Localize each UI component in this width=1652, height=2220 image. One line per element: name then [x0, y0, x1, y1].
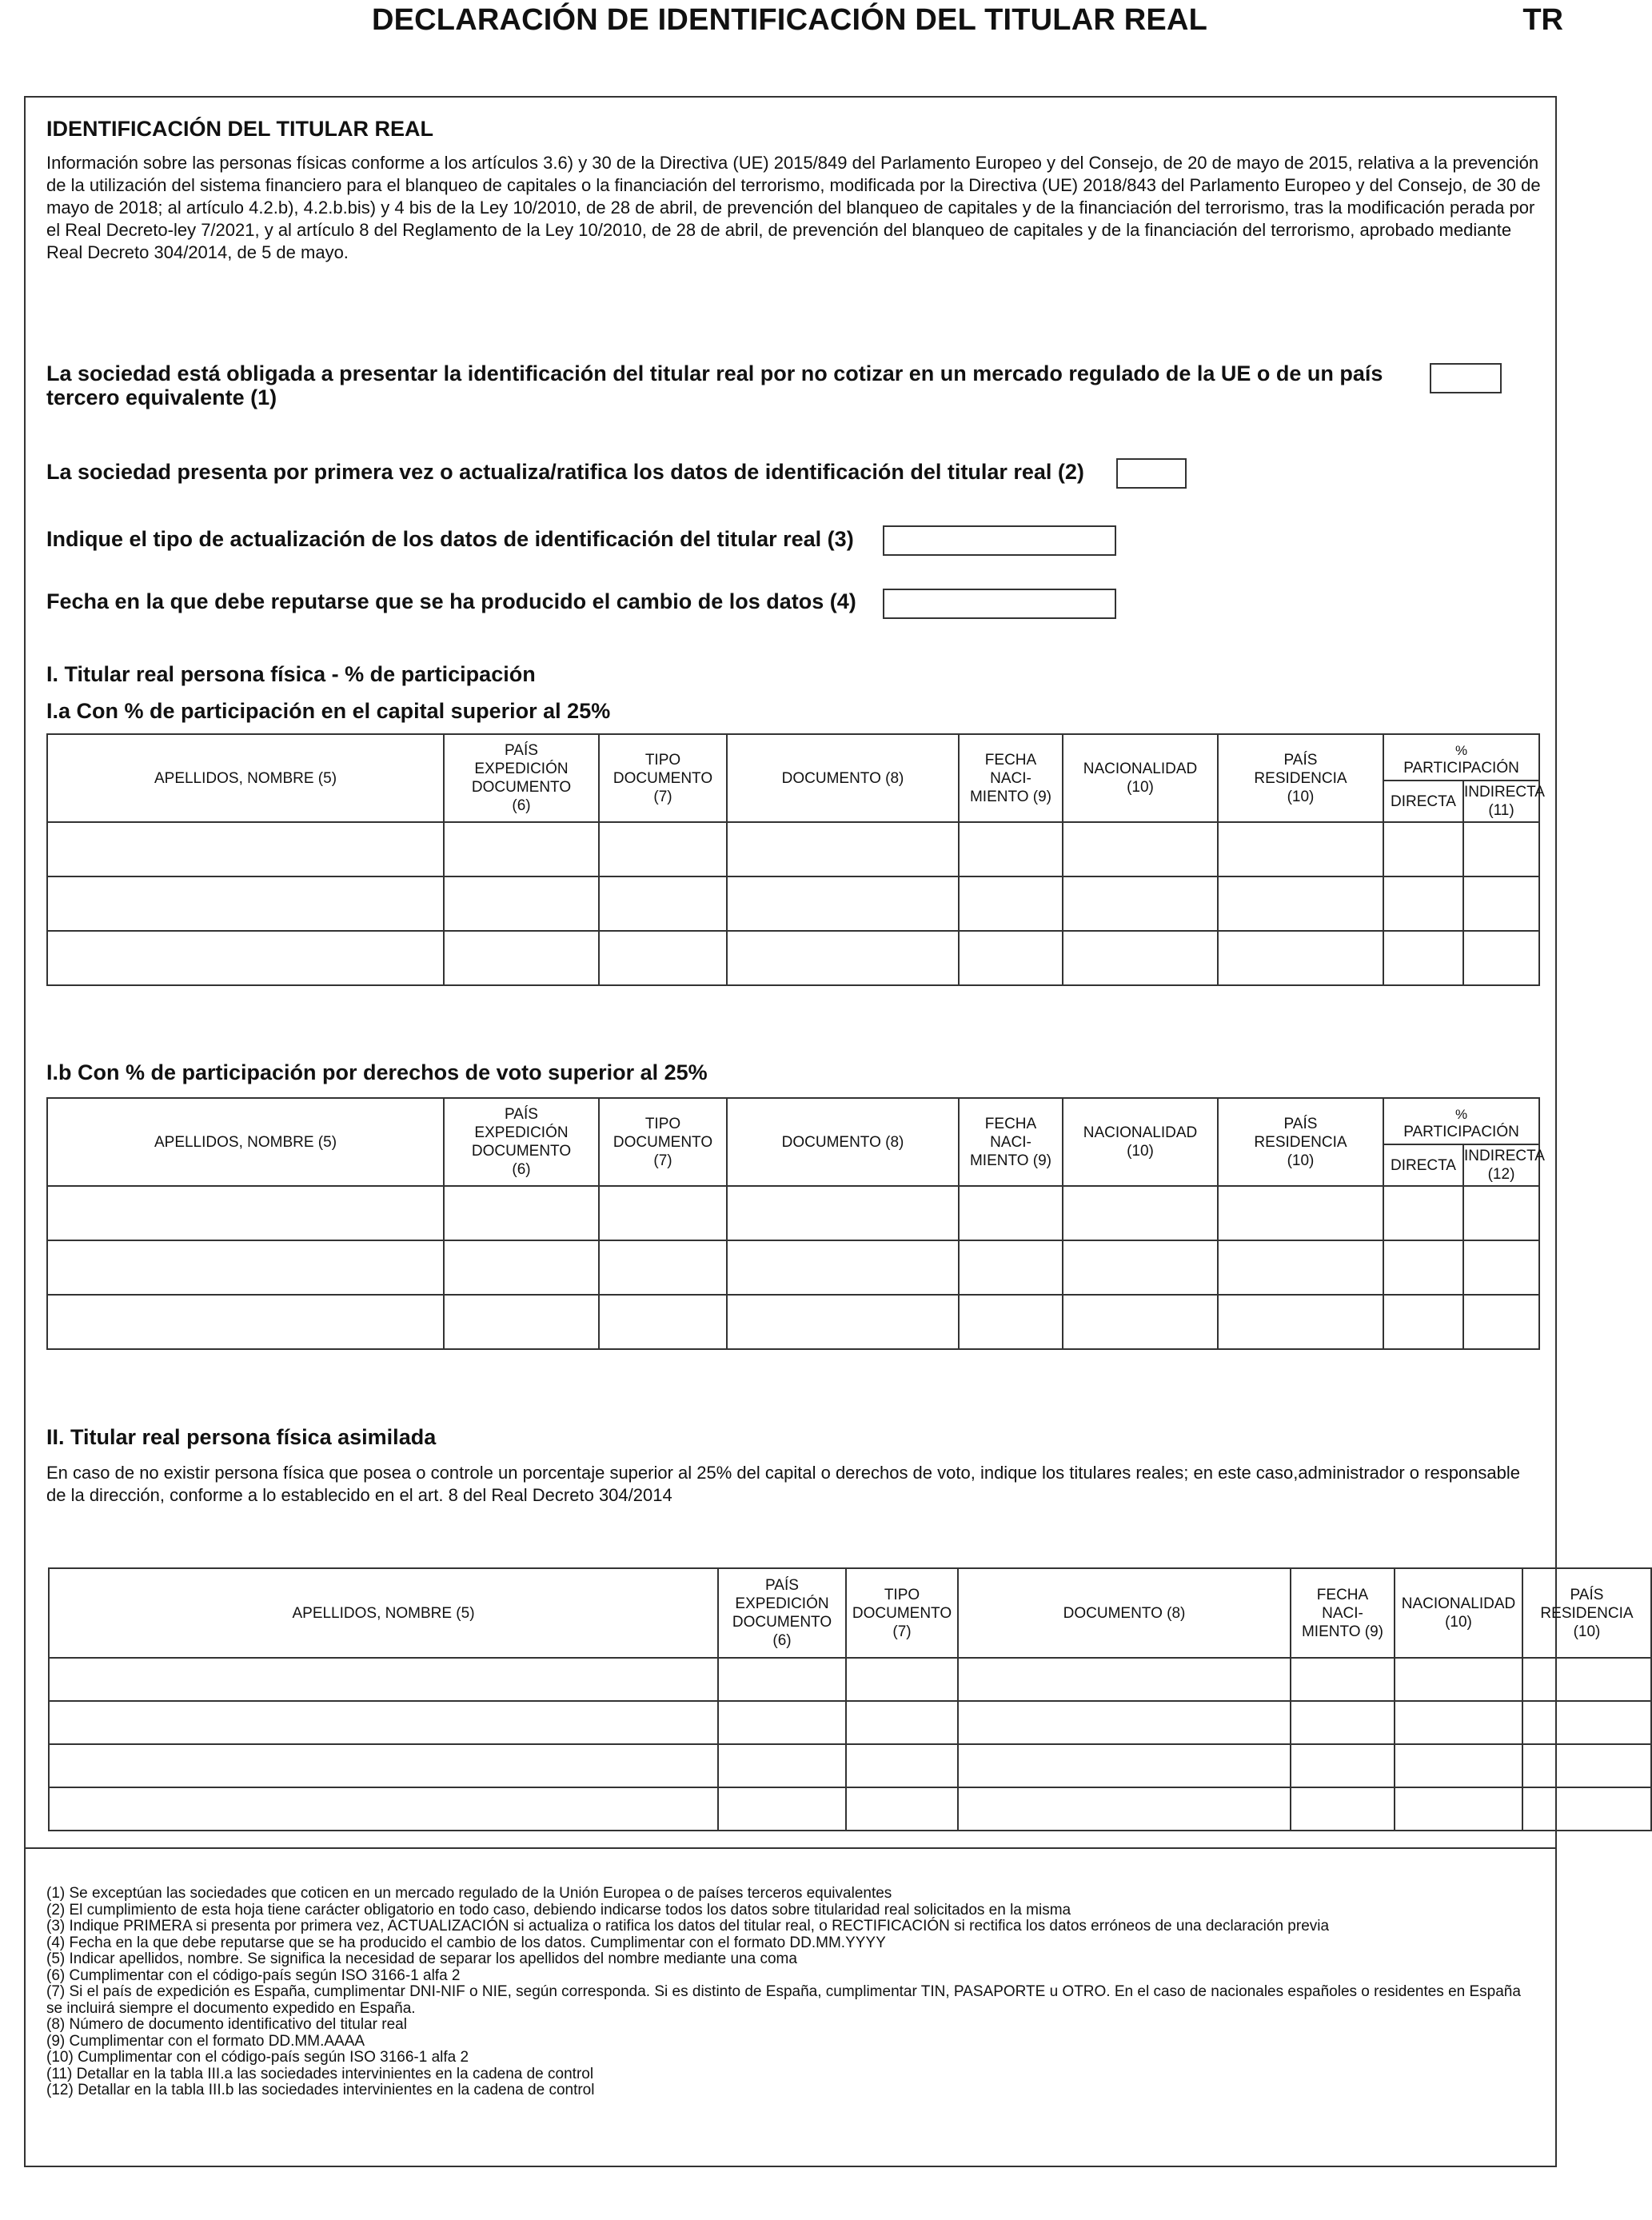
col-header-issuing-country: PAÍS EXPEDICIÓN DOCUMENTO (6): [444, 1098, 599, 1186]
col-header-document-type: TIPO DOCUMENTO (7): [599, 1098, 727, 1186]
col-header-birth-date: FECHA NACI- MIENTO (9): [959, 1098, 1063, 1186]
footnote: (8) Número de documento identificativo del titular real: [46, 2016, 407, 2033]
col-header-birth-date: FECHA NACI- MIENTO (9): [959, 734, 1063, 822]
footnote: (12) Detallar en la tabla III.b las sociedades intervinientes en la cadena de control: [46, 2082, 595, 2098]
identification-title: IDENTIFICACIÓN DEL TITULAR REAL: [46, 117, 433, 141]
table-row: [49, 1701, 1651, 1744]
section-2-text: En caso de no existir persona física que posea o controle un porcentaje superior al 25% del capital o derechos de voto, indique los titulares reales; en este caso,administrador o responsable de la dirección, conforme a lo establecido en el art. 8 del Real Decreto 304/2014: [46, 1463, 1520, 1505]
footnote: (6) Cumplimentar con el código-país según ISO 3166-1 alfa 2: [46, 1966, 461, 1984]
table-row: [49, 1744, 1651, 1787]
col-header-document: DOCUMENTO (8): [727, 1098, 959, 1186]
col-header-issuing-country: PAÍS EXPEDICIÓN DOCUMENTO (6): [718, 1568, 846, 1658]
question-first-or-update: La sociedad presenta por primera vez o actualiza/ratifica los datos de identificación del titular real (2): [46, 460, 1084, 484]
col-header-residence: PAÍS RESIDENCIA (10): [1218, 734, 1383, 822]
footnote: (3) Indique PRIMERA si presenta por primera vez, ACTUALIZACIÓN si actualiza o ratifica los datos del titular real, o RECTIFICACIÓN si rectifica los datos erróneos de una declaración previa: [46, 1918, 1330, 1935]
col-header-indirect: INDIRECTA (11): [1463, 781, 1539, 822]
section-1b-title: I.b Con % de participación por derechos de voto superior al 25%: [46, 1060, 708, 1084]
footnote: (5) Indicar apellidos, nombre. Se significa la necesidad de separar los apellidos del nombre mediante una coma: [46, 1950, 797, 1967]
footnote: (7) Si el país de expedición es España, cumplimentar DNI-NIF o NIE, según corresponda. Si es distinto de España, cumplimentar TIN, PASAPORTE u OTRO. En el caso de nacionales españoles o residentes en España se incluirá siempre el documento expedido en España.: [46, 1983, 1521, 2017]
question-change-date: Fecha en la que debe reputarse que se ha producido el cambio de los datos (4): [46, 589, 856, 613]
col-header-document: DOCUMENTO (8): [958, 1568, 1291, 1658]
table-row: [47, 931, 1539, 985]
footnote: (2) El cumplimiento de esta hoja tiene carácter obligatorio en todo caso, debiendo indicarse todos los datos sobre titularidad real solicitados en la misma: [46, 1901, 1071, 1919]
table-1b: [46, 1097, 1545, 1350]
table-row: [49, 1787, 1651, 1831]
change-date-input[interactable]: [883, 589, 1116, 619]
table-row: [47, 1186, 1539, 1240]
col-header-direct: DIRECTA: [1383, 1144, 1463, 1186]
col-header-issuing-country: PAÍS EXPEDICIÓN DOCUMENTO (6): [444, 734, 599, 822]
col-header-document: DOCUMENTO (8): [727, 734, 959, 822]
section-1-title: I. Titular real persona física - % de participación: [46, 662, 536, 686]
col-header-participation: % PARTICIPACIÓN: [1383, 734, 1539, 781]
footnote: (9) Cumplimentar con el formato DD.MM.AAAA: [46, 2032, 365, 2050]
col-header-indirect: INDIRECTA (12): [1463, 1144, 1539, 1186]
table-row: [47, 1295, 1539, 1349]
table-1a: [46, 733, 1545, 986]
footnote: (1) Se exceptúan las sociedades que coticen en un mercado regulado de la Unión Europea o de países terceros equivalentes: [46, 1885, 892, 1902]
document-title: DECLARACIÓN DE IDENTIFICACIÓN DEL TITULAR REAL: [371, 3, 1208, 37]
document-code: TR: [1522, 3, 1563, 37]
col-header-residence: PAÍS RESIDENCIA (10): [1522, 1568, 1651, 1658]
col-header-direct: DIRECTA: [1383, 781, 1463, 822]
question-obligated: La sociedad está obligada a presentar la identificación del titular real por no cotizar en un mercado regulado de la UE o de un país tercero equivalente (1): [46, 361, 1383, 409]
footnote: (11) Detallar en la tabla III.a las sociedades intervinientes en la cadena de control: [46, 2065, 594, 2082]
table-row: [49, 1658, 1651, 1701]
update-type-input[interactable]: [883, 525, 1116, 556]
col-header-participation: % PARTICIPACIÓN: [1383, 1098, 1539, 1144]
obligated-input[interactable]: [1430, 363, 1502, 393]
col-header-name: APELLIDOS, NOMBRE (5): [47, 734, 444, 822]
section-2-title: II. Titular real persona física asimilada: [46, 1425, 437, 1449]
col-header-document-type: TIPO DOCUMENTO (7): [846, 1568, 958, 1658]
question-update-type: Indique el tipo de actualización de los datos de identificación del titular real (3): [46, 527, 854, 551]
col-header-document-type: TIPO DOCUMENTO (7): [599, 734, 727, 822]
section-1a-title: I.a Con % de participación en el capital superior al 25%: [46, 699, 611, 723]
col-header-nationality: NACIONALIDAD (10): [1063, 734, 1218, 822]
col-header-residence: PAÍS RESIDENCIA (10): [1218, 1098, 1383, 1186]
first-or-update-input[interactable]: [1116, 458, 1187, 489]
col-header-name: APELLIDOS, NOMBRE (5): [49, 1568, 718, 1658]
table-row: [47, 1240, 1539, 1295]
col-header-nationality: NACIONALIDAD (10): [1395, 1568, 1522, 1658]
footnote: (10) Cumplimentar con el código-país según ISO 3166-1 alfa 2: [46, 2049, 469, 2066]
table-2: [48, 1567, 1652, 1831]
notes-divider: [24, 1847, 1557, 1849]
col-header-name: APELLIDOS, NOMBRE (5): [47, 1098, 444, 1186]
col-header-birth-date: FECHA NACI- MIENTO (9): [1291, 1568, 1395, 1658]
table-row: [47, 822, 1539, 876]
footnotes: [46, 1886, 1534, 2099]
footnote: (4) Fecha en la que debe reputarse que se ha producido el cambio de los datos. Cumplimentar con el formato DD.MM.YYYY: [46, 1934, 886, 1951]
identification-intro: Información sobre las personas físicas conforme a los artículos 3.6) y 30 de la Directiva (UE) 2015/849 del Parlamento Europeo y del Consejo, de 20 de mayo de 2015, relativa a la prevención de la utilización del sistema financiero para el blanqueo de capitales o la financiación del terrorismo, modificada por la Directiva (UE) 2018/843 del Parlamento Europeo y del Consejo, de 30 de mayo de 2018; al artículo 4.2.b), 4.2.b.bis) y 4 bis de la Ley 10/2010, de 28 de abril, de prevención del blanqueo de capitales y de la financiación del terrorismo, tras la modificación perada por el Real Decreto-ley 7/2021, y al artículo 8 del Reglamento de la Ley 10/2010, de 28 de abril, de prevención del blanqueo de capitales y de la financiación del terrorismo, aprobado mediante Real Decreto 304/2014, de 5 de mayo.: [46, 153, 1541, 262]
table-row: [47, 876, 1539, 931]
col-header-nationality: NACIONALIDAD (10): [1063, 1098, 1218, 1186]
